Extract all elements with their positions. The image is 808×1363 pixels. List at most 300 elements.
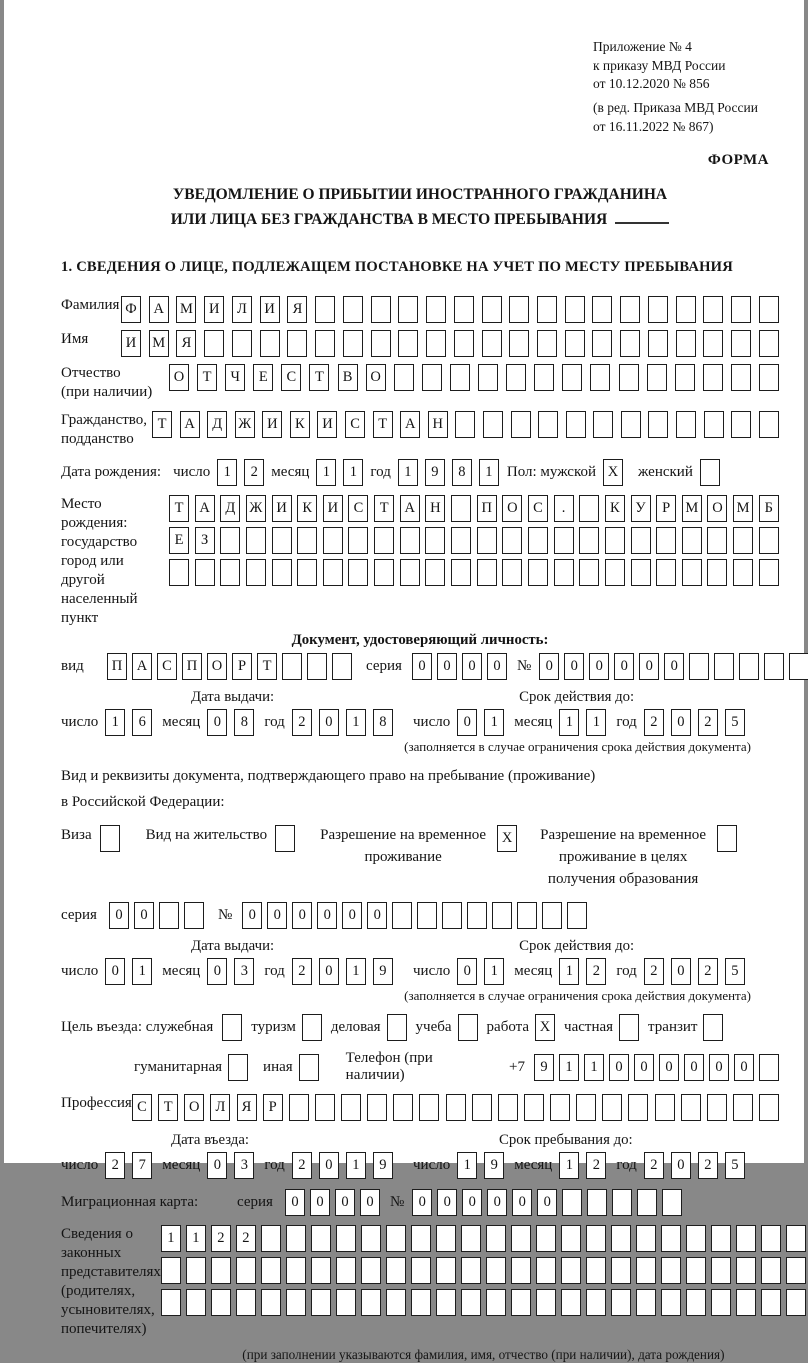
char-box[interactable] [636,1225,656,1252]
char-box[interactable] [731,296,751,323]
char-box[interactable]: 0 [457,709,477,736]
char-box[interactable] [554,559,574,586]
char-box[interactable]: П [107,653,127,680]
char-box[interactable] [400,527,420,554]
char-box[interactable] [169,559,189,586]
char-box[interactable]: 1 [346,1152,366,1179]
char-box[interactable]: 3 [234,958,254,985]
char-box[interactable] [759,296,779,323]
char-box[interactable] [736,1225,756,1252]
char-box[interactable] [550,1094,570,1121]
char-box[interactable] [711,1225,731,1252]
char-box[interactable] [287,330,307,357]
char-box[interactable] [261,1257,281,1284]
char-box[interactable]: 1 [559,1152,579,1179]
char-box[interactable]: 0 [539,653,559,680]
char-box[interactable]: Н [425,495,445,522]
char-box[interactable] [561,1289,581,1316]
char-box[interactable]: Л [210,1094,230,1121]
char-box[interactable] [282,653,302,680]
char-box[interactable] [637,1189,657,1216]
char-box[interactable]: П [182,653,202,680]
char-box[interactable]: 0 [207,958,227,985]
char-box[interactable]: 1 [479,459,499,486]
char-box[interactable] [648,296,668,323]
char-box[interactable]: 0 [319,709,339,736]
char-box[interactable]: Т [374,495,394,522]
char-box[interactable] [733,527,753,554]
char-box[interactable] [717,825,737,852]
char-box[interactable]: Я [237,1094,257,1121]
char-box[interactable] [315,296,335,323]
char-box[interactable] [422,364,442,391]
char-box[interactable] [232,330,252,357]
char-box[interactable] [426,296,446,323]
char-box[interactable] [228,1054,248,1081]
char-box[interactable]: Т [152,411,172,438]
char-box[interactable] [502,527,522,554]
char-box[interactable] [400,559,420,586]
char-box[interactable] [511,1225,531,1252]
char-box[interactable] [161,1289,181,1316]
char-box[interactable] [689,653,709,680]
char-box[interactable] [286,1225,306,1252]
char-box[interactable] [511,1289,531,1316]
char-box[interactable] [482,296,502,323]
char-box[interactable] [477,559,497,586]
char-box[interactable] [704,411,724,438]
char-box[interactable]: 0 [412,1189,432,1216]
char-box[interactable] [450,364,470,391]
char-box[interactable] [676,411,696,438]
char-box[interactable]: X [497,825,517,852]
char-box[interactable]: 1 [132,958,152,985]
char-box[interactable] [398,296,418,323]
char-box[interactable] [286,1289,306,1316]
char-box[interactable] [759,559,779,586]
char-box[interactable] [246,527,266,554]
char-box[interactable] [511,1257,531,1284]
char-box[interactable] [371,296,391,323]
char-box[interactable]: 0 [512,1189,532,1216]
char-box[interactable] [628,1094,648,1121]
char-box[interactable]: 0 [634,1054,654,1081]
char-box[interactable] [186,1257,206,1284]
char-box[interactable]: Т [257,653,277,680]
char-box[interactable]: Ф [121,296,141,323]
char-box[interactable] [759,364,779,391]
char-box[interactable] [786,1257,806,1284]
char-box[interactable] [619,364,639,391]
char-box[interactable] [307,653,327,680]
char-box[interactable]: 9 [534,1054,554,1081]
char-box[interactable]: Н [428,411,448,438]
char-box[interactable]: 1 [484,958,504,985]
char-box[interactable]: 0 [709,1054,729,1081]
char-box[interactable] [472,1094,492,1121]
char-box[interactable] [703,1014,723,1041]
char-box[interactable] [483,411,503,438]
char-box[interactable] [761,1257,781,1284]
char-box[interactable]: Т [309,364,329,391]
char-box[interactable] [611,1225,631,1252]
char-box[interactable] [542,902,562,929]
char-box[interactable]: 0 [437,1189,457,1216]
char-box[interactable] [343,296,363,323]
char-box[interactable]: Ж [235,411,255,438]
char-box[interactable]: Л [232,296,252,323]
char-box[interactable]: А [132,653,152,680]
char-box[interactable] [611,1289,631,1316]
char-box[interactable]: С [528,495,548,522]
char-box[interactable]: 0 [684,1054,704,1081]
char-box[interactable] [586,1289,606,1316]
char-box[interactable] [661,1289,681,1316]
char-box[interactable] [498,1094,518,1121]
char-box[interactable]: 0 [292,902,312,929]
char-box[interactable]: 2 [698,709,718,736]
char-box[interactable] [731,330,751,357]
char-box[interactable] [711,1257,731,1284]
char-box[interactable]: 2 [586,958,606,985]
char-box[interactable] [593,411,613,438]
char-box[interactable]: 0 [659,1054,679,1081]
char-box[interactable] [348,559,368,586]
char-box[interactable] [714,653,734,680]
char-box[interactable]: И [204,296,224,323]
char-box[interactable]: Т [158,1094,178,1121]
char-box[interactable] [733,1094,753,1121]
char-box[interactable] [454,330,474,357]
char-box[interactable] [655,1094,675,1121]
char-box[interactable] [299,1054,319,1081]
char-box[interactable] [486,1257,506,1284]
char-box[interactable] [586,1225,606,1252]
char-box[interactable]: 1 [343,459,363,486]
char-box[interactable] [260,330,280,357]
char-box[interactable]: М [176,296,196,323]
char-box[interactable]: П [477,495,497,522]
char-box[interactable] [612,1189,632,1216]
char-box[interactable]: 8 [452,459,472,486]
char-box[interactable] [482,330,502,357]
char-box[interactable] [261,1225,281,1252]
char-box[interactable] [386,1257,406,1284]
char-box[interactable] [348,527,368,554]
char-box[interactable] [442,902,462,929]
char-box[interactable] [648,330,668,357]
char-box[interactable]: 0 [317,902,337,929]
char-box[interactable]: А [195,495,215,522]
char-box[interactable] [592,330,612,357]
char-box[interactable] [511,411,531,438]
char-box[interactable] [562,1189,582,1216]
char-box[interactable] [736,1289,756,1316]
char-box[interactable]: И [323,495,343,522]
char-box[interactable]: С [132,1094,152,1121]
char-box[interactable] [681,1094,701,1121]
char-box[interactable]: 0 [734,1054,754,1081]
char-box[interactable] [461,1289,481,1316]
char-box[interactable] [536,1289,556,1316]
char-box[interactable]: И [121,330,141,357]
char-box[interactable] [567,902,587,929]
char-box[interactable]: 2 [644,958,664,985]
char-box[interactable] [554,527,574,554]
char-box[interactable]: Б [759,495,779,522]
char-box[interactable]: А [149,296,169,323]
char-box[interactable] [451,559,471,586]
char-box[interactable]: 1 [586,709,606,736]
char-box[interactable]: М [733,495,753,522]
char-box[interactable] [477,527,497,554]
char-box[interactable] [636,1289,656,1316]
char-box[interactable]: Р [656,495,676,522]
char-box[interactable]: Т [169,495,189,522]
char-box[interactable]: 2 [586,1152,606,1179]
char-box[interactable]: И [260,296,280,323]
char-box[interactable] [759,527,779,554]
char-box[interactable]: О [502,495,522,522]
char-box[interactable]: 0 [335,1189,355,1216]
char-box[interactable]: 0 [537,1189,557,1216]
char-box[interactable] [636,1257,656,1284]
char-box[interactable]: 2 [292,1152,312,1179]
char-box[interactable] [222,1014,242,1041]
char-box[interactable] [661,1225,681,1252]
char-box[interactable] [586,1257,606,1284]
char-box[interactable]: 0 [671,709,691,736]
char-box[interactable]: 2 [644,1152,664,1179]
char-box[interactable] [631,527,651,554]
char-box[interactable]: X [535,1014,555,1041]
char-box[interactable] [425,559,445,586]
char-box[interactable]: 0 [564,653,584,680]
char-box[interactable]: И [317,411,337,438]
char-box[interactable] [562,364,582,391]
char-box[interactable]: 0 [267,902,287,929]
char-box[interactable] [579,527,599,554]
char-box[interactable] [323,527,343,554]
char-box[interactable]: С [157,653,177,680]
char-box[interactable] [561,1225,581,1252]
char-box[interactable] [455,411,475,438]
char-box[interactable]: 0 [207,709,227,736]
char-box[interactable] [565,296,585,323]
char-box[interactable]: 2 [698,1152,718,1179]
char-box[interactable]: 0 [207,1152,227,1179]
char-box[interactable]: 5 [725,1152,745,1179]
char-box[interactable] [528,559,548,586]
char-box[interactable]: 2 [211,1225,231,1252]
char-box[interactable] [703,330,723,357]
char-box[interactable] [620,296,640,323]
char-box[interactable] [220,527,240,554]
char-box[interactable]: М [149,330,169,357]
char-box[interactable] [486,1225,506,1252]
char-box[interactable] [686,1289,706,1316]
char-box[interactable]: 0 [462,653,482,680]
char-box[interactable] [707,527,727,554]
char-box[interactable] [739,653,759,680]
char-box[interactable] [536,1225,556,1252]
char-box[interactable] [700,459,720,486]
char-box[interactable]: 9 [425,459,445,486]
char-box[interactable]: 0 [487,653,507,680]
char-box[interactable] [186,1289,206,1316]
char-box[interactable] [509,296,529,323]
char-box[interactable] [419,1094,439,1121]
char-box[interactable] [676,330,696,357]
char-box[interactable] [590,364,610,391]
char-box[interactable] [425,527,445,554]
char-box[interactable]: 2 [105,1152,125,1179]
char-box[interactable]: 1 [186,1225,206,1252]
char-box[interactable] [272,527,292,554]
char-box[interactable] [211,1289,231,1316]
char-box[interactable]: С [348,495,368,522]
char-box[interactable]: 0 [412,653,432,680]
char-box[interactable] [561,1257,581,1284]
char-box[interactable] [436,1289,456,1316]
char-box[interactable] [682,559,702,586]
char-box[interactable]: 0 [105,958,125,985]
char-box[interactable]: 7 [132,1152,152,1179]
char-box[interactable] [759,330,779,357]
char-box[interactable] [661,1257,681,1284]
char-box[interactable]: О [707,495,727,522]
char-box[interactable] [576,1094,596,1121]
char-box[interactable] [492,902,512,929]
char-box[interactable]: 8 [373,709,393,736]
char-box[interactable] [195,559,215,586]
char-box[interactable]: 0 [367,902,387,929]
char-box[interactable] [631,559,651,586]
char-box[interactable]: С [281,364,301,391]
char-box[interactable] [361,1289,381,1316]
char-box[interactable]: 9 [373,958,393,985]
char-box[interactable]: 2 [292,709,312,736]
char-box[interactable] [707,559,727,586]
char-box[interactable] [592,296,612,323]
char-box[interactable] [789,653,808,680]
char-box[interactable] [528,527,548,554]
char-box[interactable] [537,296,557,323]
char-box[interactable]: 1 [346,958,366,985]
char-box[interactable]: Т [197,364,217,391]
char-box[interactable] [451,527,471,554]
char-box[interactable] [656,527,676,554]
char-box[interactable]: Е [253,364,273,391]
char-box[interactable] [311,1225,331,1252]
char-box[interactable] [621,411,641,438]
char-box[interactable] [736,1257,756,1284]
char-box[interactable] [486,1289,506,1316]
char-box[interactable]: X [603,459,623,486]
char-box[interactable] [371,330,391,357]
char-box[interactable] [417,902,437,929]
char-box[interactable]: 2 [244,459,264,486]
char-box[interactable]: 0 [462,1189,482,1216]
char-box[interactable] [538,411,558,438]
char-box[interactable] [361,1257,381,1284]
char-box[interactable]: 0 [285,1189,305,1216]
char-box[interactable] [436,1225,456,1252]
char-box[interactable] [759,411,779,438]
char-box[interactable]: А [400,495,420,522]
char-box[interactable]: О [169,364,189,391]
char-box[interactable]: 1 [484,709,504,736]
char-box[interactable]: 8 [234,709,254,736]
char-box[interactable] [393,1094,413,1121]
char-box[interactable] [311,1289,331,1316]
char-box[interactable] [289,1094,309,1121]
char-box[interactable]: Ч [225,364,245,391]
char-box[interactable]: 2 [698,958,718,985]
char-box[interactable] [478,364,498,391]
char-box[interactable] [675,364,695,391]
char-box[interactable] [315,1094,335,1121]
char-box[interactable] [336,1225,356,1252]
char-box[interactable]: К [290,411,310,438]
char-box[interactable]: . [554,495,574,522]
char-box[interactable] [566,411,586,438]
char-box[interactable] [759,1094,779,1121]
char-box[interactable] [367,1094,387,1121]
char-box[interactable] [398,330,418,357]
char-box[interactable] [436,1257,456,1284]
char-box[interactable] [761,1289,781,1316]
char-box[interactable]: 0 [134,902,154,929]
char-box[interactable]: 0 [109,902,129,929]
char-box[interactable]: 1 [346,709,366,736]
char-box[interactable] [647,364,667,391]
char-box[interactable]: 0 [639,653,659,680]
char-box[interactable]: 0 [319,1152,339,1179]
char-box[interactable] [387,1014,407,1041]
char-box[interactable]: Я [287,296,307,323]
char-box[interactable] [565,330,585,357]
char-box[interactable]: 6 [132,709,152,736]
char-box[interactable] [648,411,668,438]
char-box[interactable] [286,1257,306,1284]
char-box[interactable] [761,1225,781,1252]
char-box[interactable] [676,296,696,323]
char-box[interactable] [336,1289,356,1316]
char-box[interactable] [686,1257,706,1284]
char-box[interactable]: Т [373,411,393,438]
char-box[interactable]: Р [263,1094,283,1121]
char-box[interactable]: 1 [316,459,336,486]
char-box[interactable]: 5 [725,958,745,985]
char-box[interactable] [620,330,640,357]
char-box[interactable]: 1 [559,958,579,985]
char-box[interactable]: 9 [484,1152,504,1179]
char-box[interactable] [534,364,554,391]
char-box[interactable]: 1 [161,1225,181,1252]
char-box[interactable]: К [297,495,317,522]
char-box[interactable] [786,1225,806,1252]
char-box[interactable] [184,902,204,929]
char-box[interactable]: 0 [671,958,691,985]
char-box[interactable] [764,653,784,680]
char-box[interactable] [315,330,335,357]
char-box[interactable]: А [400,411,420,438]
char-box[interactable]: 0 [310,1189,330,1216]
char-box[interactable] [100,825,120,852]
char-box[interactable]: 1 [217,459,237,486]
char-box[interactable]: 0 [437,653,457,680]
